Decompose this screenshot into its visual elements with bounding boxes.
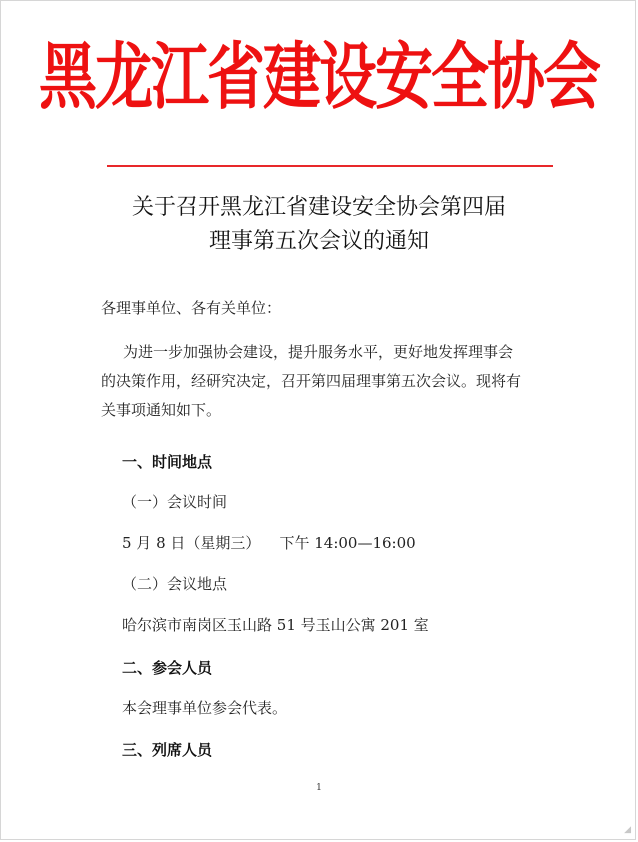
section-3-heading: 三、列席人员 <box>122 741 213 759</box>
attendees-text: 本会理事单位参会代表。 <box>122 699 288 717</box>
meeting-place-value: 哈尔滨市南岗区玉山路 51 号玉山公寓 201 室 <box>122 616 429 634</box>
masthead-title: 黑龙江省建设安全协会 <box>38 34 599 120</box>
page-corner-mark-icon: ◢ <box>624 825 631 835</box>
meeting-time-label: （一）会议时间 <box>122 493 228 511</box>
document-title-line-2: 理事第五次会议的通知 <box>208 229 429 254</box>
intro-line-1: 为进一步加强协会建设，提升服务水平，更好地发挥理事会 <box>123 343 514 361</box>
intro-line-2: 的决策作用，经研究决定，召开第四届理事第五次会议。现将有 <box>101 372 522 390</box>
meeting-time-value: 5 月 8 日（星期三） 下午 14:00—16:00 <box>122 534 416 552</box>
intro-line-3: 关事项通知如下。 <box>101 401 222 419</box>
intro-paragraph <box>101 338 541 425</box>
red-divider-line <box>107 165 553 167</box>
salutation: 各理事单位、各有关单位： <box>101 299 282 317</box>
section-2-heading: 二、参会人员 <box>122 659 213 677</box>
section-1-heading: 一、时间地点 <box>122 453 213 471</box>
document-title <box>1 191 637 259</box>
page-number: 1 <box>316 783 322 793</box>
document-title-line-1: 关于召开黑龙江省建设安全协会第四届 <box>131 195 506 220</box>
meeting-place-label: （二）会议地点 <box>122 575 228 593</box>
